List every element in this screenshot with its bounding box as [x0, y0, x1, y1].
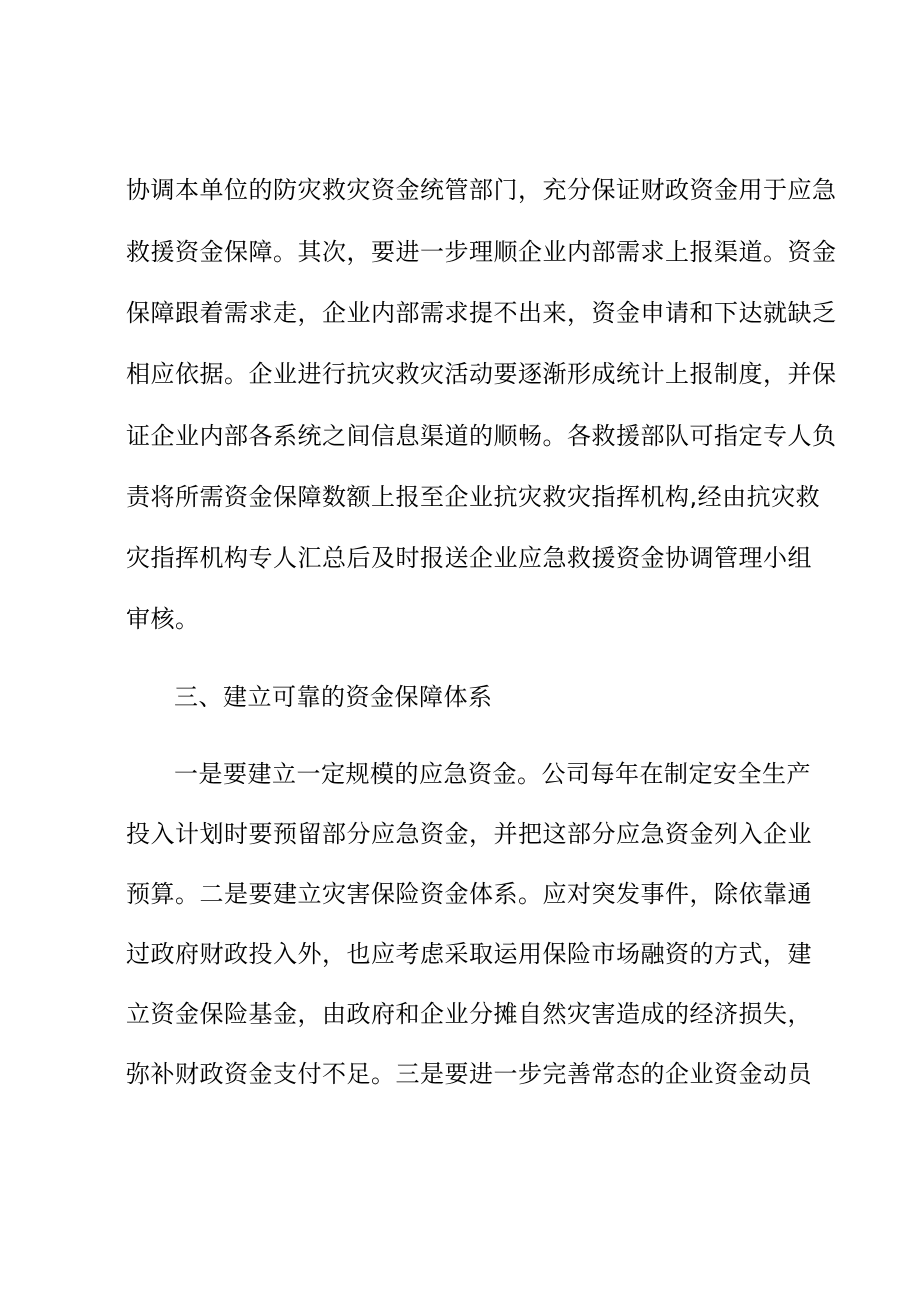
paragraph-1-line-8: 审核。: [126, 605, 200, 633]
paragraph-1-line-4: 相应依据。企业进行抗灾救灾活动要逐渐形成统计上报制度，并保: [126, 360, 837, 388]
paragraph-2-line-5: 立资金保险基金，由政府和企业分摊自然灾害造成的经济损失，: [126, 1000, 812, 1028]
paragraph-2-line-4: 过政府财政投入外，也应考虑采取运用保险市场融资的方式，建: [126, 940, 812, 968]
paragraph-1-line-2: 救援资金保障。其次，要进一步理顺企业内部需求上报渠道。资金: [126, 238, 837, 266]
paragraph-2-line-3: 预算。二是要建立灾害保险资金体系。应对突发事件，除依靠通: [126, 880, 812, 908]
paragraph-1-line-1: 协调本单位的防灾救灾资金统管部门，充分保证财政资金用于应急: [126, 176, 837, 204]
paragraph-2-line-2: 投入计划时要预留部分应急资金，并把这部分应急资金列入企业: [126, 820, 812, 848]
paragraph-1-line-6: 责将所需资金保障数额上报至企业抗灾救灾指挥机构,经由抗灾救: [126, 483, 821, 511]
paragraph-1-line-7: 灾指挥机构专人汇总后及时报送企业应急救援资金协调管理小组: [126, 544, 812, 572]
paragraph-1-line-3: 保障跟着需求走，企业内部需求提不出来，资金申请和下达就缺乏: [126, 299, 837, 327]
paragraph-2-line-6: 弥补财政资金支付不足。三是要进一步完善常态的企业资金动员: [126, 1060, 812, 1088]
paragraph-1-line-5: 证企业内部各系统之间信息渠道的顺畅。各救援部队可指定专人负: [126, 422, 837, 450]
paragraph-2-line-1: 一是要建立一定规模的应急资金。公司每年在制定安全生产: [174, 760, 811, 788]
section-heading: 三、建立可靠的资金保障体系: [174, 683, 493, 711]
